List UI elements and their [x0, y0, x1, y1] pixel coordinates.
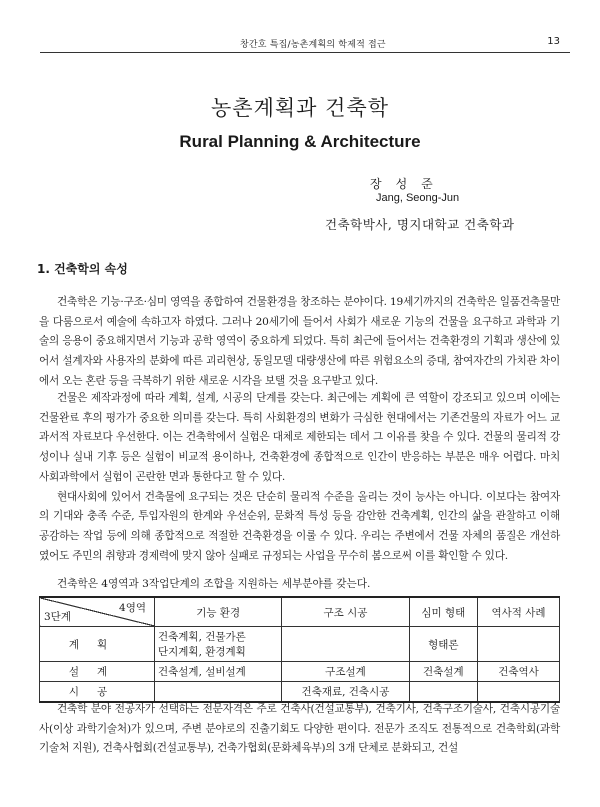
running-header [40, 36, 570, 53]
table-cell [409, 682, 477, 703]
table-cell: 건축역사 [477, 662, 559, 682]
column-header: 역사적 사례 [477, 597, 559, 627]
author-name-korean: 장성준 [370, 177, 447, 191]
table-corner-cell [40, 597, 155, 627]
table-cell [282, 627, 409, 662]
body-paragraph-2 [39, 389, 560, 566]
table-cell [477, 627, 559, 662]
body-paragraph-3 [39, 700, 560, 759]
row-header: 계획 [40, 627, 155, 662]
table-cell [477, 682, 559, 703]
column-header: 기능 환경 [155, 597, 282, 627]
table-cell: 건축설계 [409, 662, 477, 682]
section-heading: 1. 건축학의 속성 [37, 262, 128, 276]
table-caption: 건축학은 4영역과 3작업단계의 조합을 지원하는 세부분야를 갖는다. [57, 578, 371, 590]
body-paragraph-1 [39, 293, 560, 392]
table-row [40, 627, 560, 662]
domain-stage-matrix [39, 596, 560, 703]
table-cell: 형태론 [409, 627, 477, 662]
row-header: 시공 [40, 682, 155, 703]
table-cell [155, 682, 282, 703]
paper-subtitle: Rural Planning & Architecture [179, 132, 421, 151]
table-cell: 건축재료, 건축시공 [282, 682, 409, 703]
column-header: 구조 시공 [282, 597, 409, 627]
table-header-row [40, 597, 560, 627]
author-affiliation: 건축학박사, 명지대학교 건축학과 [325, 217, 515, 232]
author-name-english: Jang, Seong-Jun [376, 192, 460, 204]
table-cell: 구조설계 [282, 662, 409, 682]
table-row [40, 662, 560, 682]
corner-label-stages: 3단계 [44, 611, 71, 623]
row-header: 설계 [40, 662, 155, 682]
paragraph-text: 건축학은 기능·구조·심미 영역을 종합하여 건물환경을 창조하는 분야이다. 19세기까지의 건축학은 일품건축물만을 다룸으로서 예술에 속하고자 하였다. 그러나 20세기에 들어서 사회가 새로운 기능의 건물을 요구하고 과학과 기술의 응용이 중요해지면서 기능과 공학 영역이 중요하게 되었다. 특히 최근에 들어서는 건축환경의 기획과 생산에 있어서 설계자와 사용자의 분화에 따른 괴리현상, 동일모델 대량생산에 따른 위험요소의 증대, 참여자간의 가치관 차이에서 오는 혼란 등을 극복하기 위한 새로운 시각을 보탤 것을 요구받고 있다. [39, 296, 560, 387]
paragraph-text: 현대사회에 있어서 건축물에 요구되는 것은 단순히 물리적 수준을 올리는 것이 능사는 아니다. 이보다는 참여자의 기대와 충족 수준, 투입자원의 한계와 우선순위, 문화적 특성 등을 감안한 건축계획, 인간의 삶을 관찰하고 이해 공감하는 작업 등에 의해 종합적으로 적절한 건축환경을 이룰 수 있다. 우리는 주변에서 건물 자체의 품질은 개선하였어도 주민의 취향과 경제력에 맞지 않아 실패로 규정되는 사업을 무수히 봄으로써 이를 확인할 수 있다. [39, 490, 560, 562]
page-number: 13 [547, 36, 560, 47]
table-cell: 건축계획, 건물가론 단지계획, 환경계획 [155, 627, 282, 662]
table-row [40, 682, 560, 703]
paragraph-text: 건물은 제작과정에 따라 계획, 설계, 시공의 단계를 갖는다. 최근에는 계획에 큰 역할이 강조되고 있으며 이에는 건물완료 후의 평가가 중요한 의미를 갖는다. 특히 사회환경의 변화가 극심한 현대에서는 기존건물의 자료가 어느 교과서적 자료보다 우선한다. 이는 건축학에서 실험은 대체로 제한되는 데서 그 이유를 찾을 수 있다. 건물의 물리적 강성이나 실내 기후 등은 실험이 비교적 용이하나, 건축환경에 종합적으로 인간이 반응하는 부분은 매우 어렵다. 마치 사회과학에서 실험이 곤란한 면과 통한다고 할 수 있다. [39, 392, 560, 483]
column-header: 심미 형태 [409, 597, 477, 627]
running-title: 창간호 특집/농촌계획의 학제적 접근 [240, 40, 386, 50]
paragraph-text: 건축학 분야 전공자가 선택하는 전문자격은 주로 건축사(건설교통부), 건축기사, 건축구조기술사, 건축시공기술사(이상 과학기술처)가 있으며, 주변 분야로의 진출기회도 다양한 편이다. 전문가 조직도 전통적으로 건축학회(과학기술처 지원), 건축사협회(건설교통부), 건축가협회(문화체육부)의 3개 단체로 분화되고, 건설 [39, 703, 560, 755]
corner-label-domains: 4영역 [119, 602, 146, 614]
paper-title: 농촌계획과 건축학 [211, 96, 389, 120]
table-cell: 건축설계, 설비설계 [155, 662, 282, 682]
